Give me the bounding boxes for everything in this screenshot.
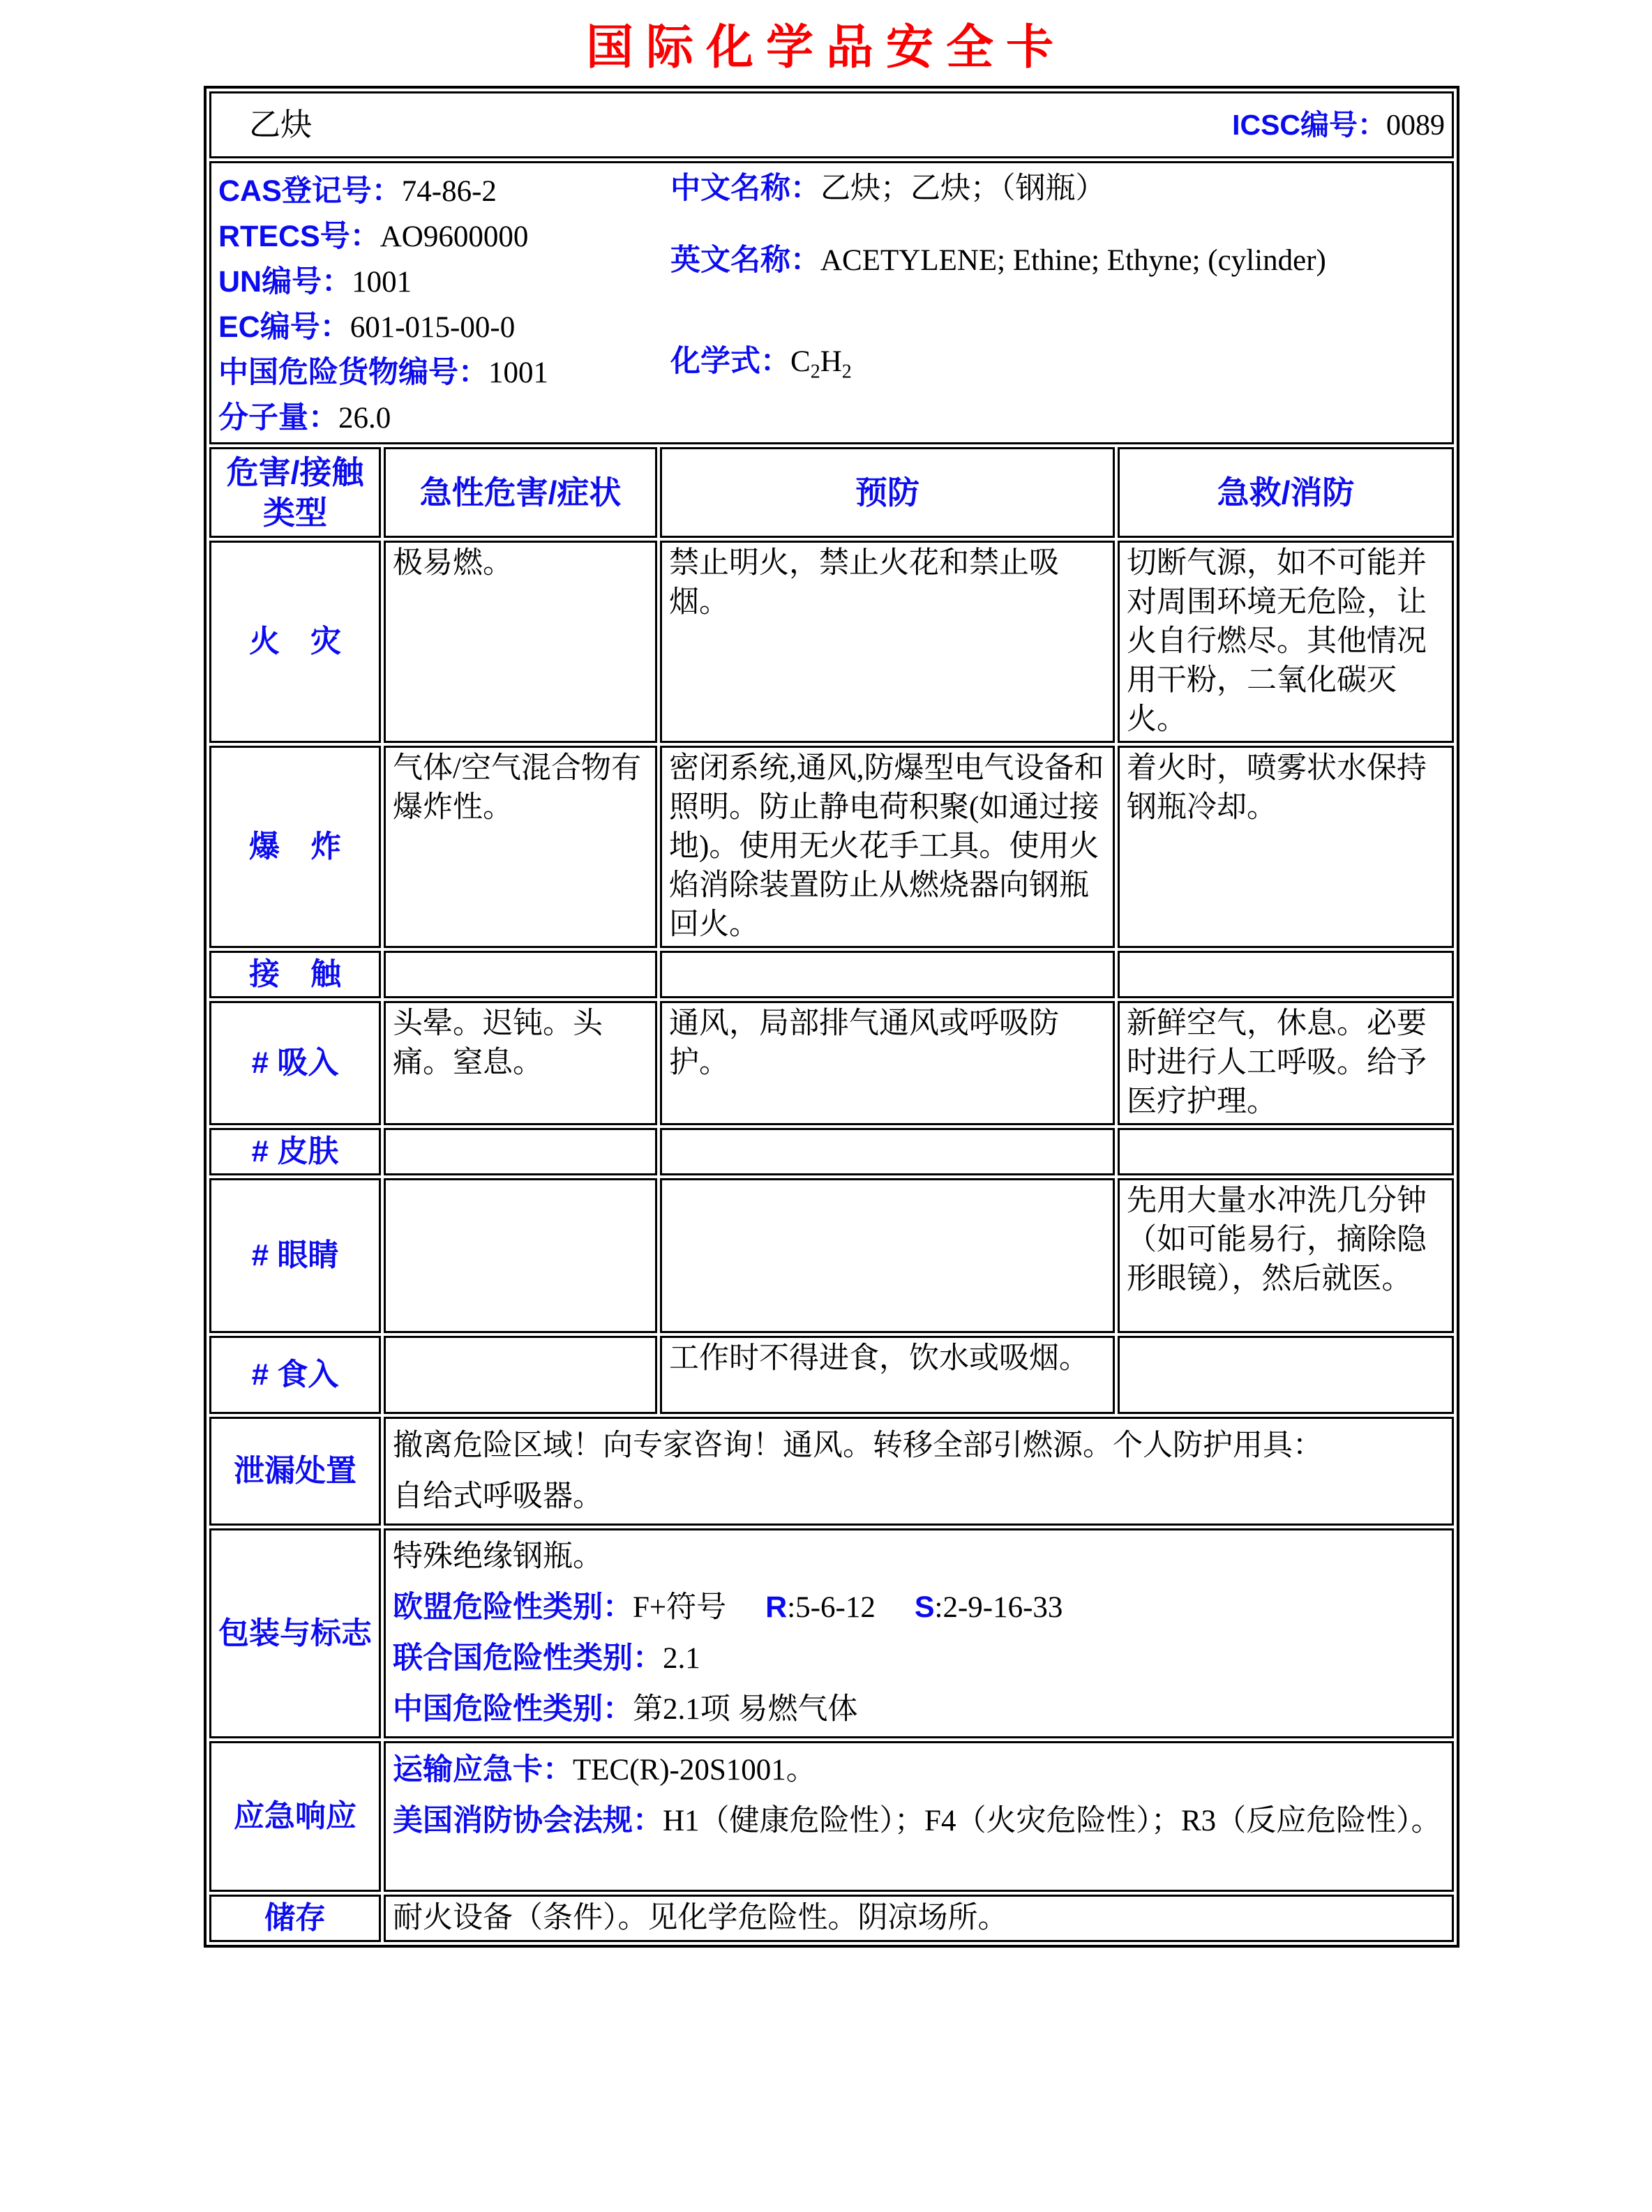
skin-row-label: # 皮肤: [209, 1128, 381, 1175]
ec-number-line: [218, 305, 670, 350]
chinese-name-value: 乙炔；乙炔；（钢瓶）: [820, 172, 1106, 205]
card-header-row: [209, 91, 1454, 158]
eyes-row: [209, 1178, 1454, 1333]
exposure-symptoms-cell: [384, 951, 657, 998]
emergency-response-row: [209, 1741, 1454, 1892]
identifier-block: [218, 169, 670, 441]
ec-label: EC编号：: [218, 310, 350, 344]
packaging-line-cylinder: 特殊绝缘钢瓶。: [393, 1540, 603, 1573]
ingestion-row-label: # 食入: [209, 1336, 381, 1414]
chemical-formula-value: $C_2H_2$: [790, 345, 852, 383]
column-header-symptoms: 急性危害/症状: [384, 447, 657, 538]
storage-content-cell: 耐火设备（条件）。见化学危险性。阴凉场所。: [384, 1895, 1454, 1942]
un-number-line: [218, 259, 670, 305]
explosion-row: [209, 746, 1454, 948]
column-header-prevention: 预防: [660, 447, 1115, 538]
packaging-line-china: [393, 1684, 1445, 1735]
column-header-response: 急救/消防: [1118, 447, 1454, 538]
un-hazard-value: 2.1: [663, 1642, 700, 1675]
skin-symptoms-cell: [384, 1128, 657, 1175]
china-hazard-label: 中国危险性类别：: [393, 1692, 633, 1726]
un-label: UN编号：: [218, 265, 352, 299]
ingestion-response-cell: [1118, 1336, 1454, 1414]
rtecs-label: RTECS号：: [218, 220, 380, 253]
cas-number-line: [218, 169, 670, 214]
inhalation-row-label: # 吸入: [209, 1001, 381, 1125]
storage-row-label: 储存: [209, 1895, 381, 1942]
icsc-card-table: [204, 86, 1459, 1948]
ingestion-symptoms-cell: [384, 1336, 657, 1414]
tec-card-label: 运输应急卡：: [393, 1753, 573, 1786]
english-name-line: [670, 241, 1445, 280]
un-value: 1001: [352, 266, 412, 299]
explosion-prevention-cell: 密闭系统,通风,防爆型电气设备和照明。防止静电荷积聚(如通过接地)。使用无火花手工具。使用火焰消除装置防止从燃烧器向钢瓶回火。: [660, 746, 1115, 948]
column-header-row: [209, 447, 1454, 538]
skin-response-cell: [1118, 1128, 1454, 1175]
spillage-line-1: 撤离危险区域！向专家咨询！通风。转移全部引燃源。个人防护用具：: [393, 1429, 1323, 1462]
explosion-symptoms-cell: 气体/空气混合物有爆炸性。: [384, 746, 657, 948]
tec-card-value: TEC(R)-20S1001。: [573, 1754, 816, 1786]
english-name-value: ACETYLENE; Ethine; Ethyne; (cylinder): [820, 244, 1326, 277]
skin-row: [209, 1128, 1454, 1175]
packaging-line-eu: [393, 1582, 1445, 1633]
spillage-content-cell: [384, 1417, 1454, 1526]
china-dg-value: 1001: [488, 356, 548, 389]
packaging-row-label: 包装与标志: [209, 1528, 381, 1738]
eyes-prevention-cell: [660, 1178, 1115, 1333]
chemical-name: 乙炔: [249, 107, 313, 142]
molecular-weight-value: 26.0: [338, 402, 391, 435]
chinese-name-label: 中文名称：: [670, 172, 820, 205]
column-header-hazard-type: 危害/接触类型: [209, 447, 381, 538]
spillage-line-2: 自给式呼吸器。: [393, 1480, 603, 1513]
chemical-formula-label: 化学式：: [670, 345, 790, 378]
eu-hazard-label: 欧盟危险性类别：: [393, 1590, 633, 1624]
english-name-label: 英文名称：: [670, 243, 820, 277]
chinese-name-line: [670, 169, 1445, 209]
nfpa-label: 美国消防协会法规：: [393, 1804, 663, 1837]
molecular-weight-label: 分子量：: [218, 401, 338, 435]
packaging-row: [209, 1528, 1454, 1738]
emergency-line-tec: [393, 1745, 1445, 1796]
fire-row: [209, 541, 1454, 743]
china-hazard-value: 第2.1项 易燃气体: [633, 1693, 858, 1726]
inhalation-row: [209, 1001, 1454, 1125]
s-phrase-label: S: [914, 1590, 935, 1624]
names-block: [670, 169, 1445, 382]
spillage-row-label: 泄漏处置: [209, 1417, 381, 1526]
r-phrase-label: R: [765, 1590, 788, 1624]
s-phrase-value: :2-9-16-33: [934, 1591, 1063, 1624]
chemical-formula-line: [670, 342, 1445, 382]
exposure-row: [209, 951, 1454, 998]
identification-row: [209, 161, 1454, 444]
inhalation-prevention-cell: 通风，局部排气通风或呼吸防护。: [660, 1001, 1115, 1125]
un-hazard-label: 联合国危险性类别：: [393, 1641, 663, 1675]
storage-row: [209, 1895, 1454, 1942]
explosion-row-label: 爆 炸: [209, 746, 381, 948]
card-header-cell: [209, 91, 1454, 158]
china-dg-number-line: [218, 350, 670, 396]
ec-value: 601-015-00-0: [350, 311, 516, 344]
explosion-response-cell: 着火时，喷雾状水保持钢瓶冷却。: [1118, 746, 1454, 948]
fire-symptoms-cell: 极易燃。: [384, 541, 657, 743]
eyes-symptoms-cell: [384, 1178, 657, 1333]
molecular-weight-line: [218, 396, 670, 441]
emergency-response-row-label: 应急响应: [209, 1741, 381, 1892]
ingestion-prevention-cell: 工作时不得进食，饮水或吸烟。: [660, 1336, 1115, 1414]
emergency-response-content-cell: [384, 1741, 1454, 1892]
china-dg-label: 中国危险货物编号：: [218, 356, 488, 389]
spillage-row: [209, 1417, 1454, 1526]
r-phrase-value: :5-6-12: [787, 1591, 876, 1624]
exposure-row-label: 接 触: [209, 951, 381, 998]
icsc-number-group: [1232, 105, 1445, 145]
eyes-row-label: # 眼睛: [209, 1178, 381, 1333]
icsc-number-label: ICSC编号：: [1232, 108, 1387, 141]
nfpa-value: H1（健康危险性）；F4（火灾危险性）；R3（反应危险性）。: [663, 1805, 1441, 1837]
emergency-line-nfpa: [393, 1796, 1445, 1846]
eu-hazard-value: F+符号: [633, 1591, 727, 1624]
packaging-line-un: [393, 1633, 1445, 1684]
rtecs-number-line: [218, 214, 670, 259]
fire-response-cell: 切断气源，如不可能并对周围环境无危险，让火自行燃尽。其他情况用干粉，二氧化碳灭火。: [1118, 541, 1454, 743]
page-title: 国际化学品安全卡: [585, 21, 1066, 74]
fire-row-label: 火 灾: [209, 541, 381, 743]
cas-value: 74-86-2: [401, 175, 497, 208]
ingestion-row: [209, 1336, 1454, 1414]
identification-cell: [209, 161, 1454, 444]
exposure-response-cell: [1118, 951, 1454, 998]
exposure-prevention-cell: [660, 951, 1115, 998]
rtecs-value: AO9600000: [380, 220, 529, 253]
inhalation-symptoms-cell: 头晕。迟钝。头痛。窒息。: [384, 1001, 657, 1125]
icsc-number-value: 0089: [1386, 109, 1446, 142]
skin-prevention-cell: [660, 1128, 1115, 1175]
packaging-content-cell: [384, 1528, 1454, 1738]
cas-label: CAS登记号：: [218, 174, 402, 208]
inhalation-response-cell: 新鲜空气，休息。必要时进行人工呼吸。给予医疗护理。: [1118, 1001, 1454, 1125]
eyes-response-cell: 先用大量水冲洗几分钟（如可能易行，摘除隐形眼镜），然后就医。: [1118, 1178, 1454, 1333]
fire-prevention-cell: 禁止明火，禁止火花和禁止吸烟。: [660, 541, 1115, 743]
